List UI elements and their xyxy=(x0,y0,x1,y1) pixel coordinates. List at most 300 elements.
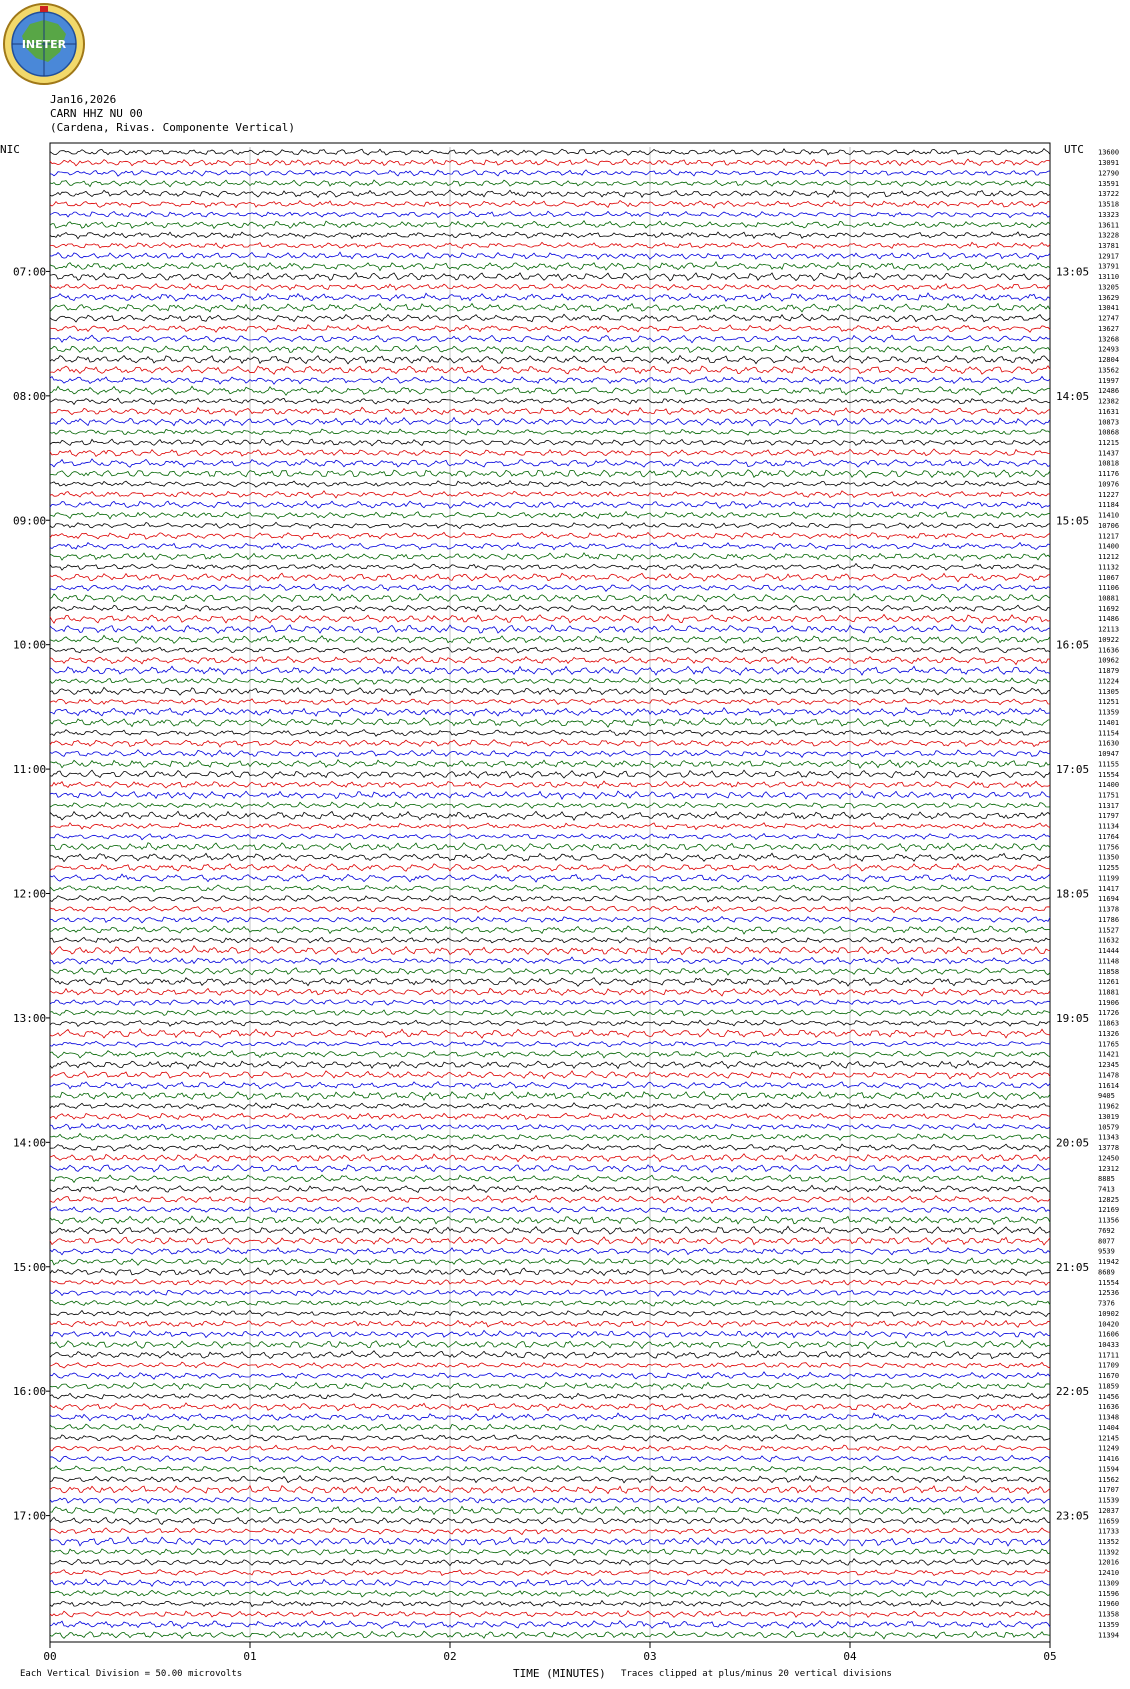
trace-rms-label: 12145 xyxy=(1098,1434,1120,1443)
trace-rms-label: 11155 xyxy=(1098,760,1120,769)
utc-hour-label: 23:05 xyxy=(1056,1509,1090,1523)
trace-rms-label: 11858 xyxy=(1098,967,1120,976)
trace-rms-label: 11394 xyxy=(1098,1631,1120,1640)
trace-rms-label: 10873 xyxy=(1098,418,1120,427)
seismic-trace xyxy=(50,811,1050,820)
seismic-trace xyxy=(50,356,1050,364)
nic-hour-label: 17:00 xyxy=(13,1509,47,1523)
logo-text: INETER xyxy=(21,38,67,51)
seismic-trace xyxy=(50,999,1050,1005)
seismic-trace xyxy=(50,532,1050,540)
trace-rms-label: 11348 xyxy=(1098,1413,1120,1422)
nic-hour-label: 07:00 xyxy=(13,265,47,279)
nic-hour-label: 09:00 xyxy=(13,514,47,528)
seismic-trace xyxy=(50,895,1050,902)
trace-rms-label: 13629 xyxy=(1098,293,1120,302)
trace-rms-label: 11692 xyxy=(1098,604,1120,613)
trace-rms-label: 10420 xyxy=(1098,1320,1120,1329)
trace-rms-label: 11594 xyxy=(1098,1465,1120,1474)
trace-rms-label: 13205 xyxy=(1098,283,1120,292)
trace-rms-label: 11305 xyxy=(1098,687,1120,696)
trace-rms-label: 11709 xyxy=(1098,1361,1120,1370)
x-tick-label: 02 xyxy=(443,1650,457,1663)
trace-rms-label: 11410 xyxy=(1098,511,1120,520)
seismic-trace xyxy=(50,1497,1050,1503)
trace-rms-label: 11359 xyxy=(1098,708,1120,717)
trace-rms-label: 13778 xyxy=(1098,1144,1120,1153)
trace-rms-label: 11148 xyxy=(1098,957,1120,966)
seismic-trace xyxy=(50,647,1050,653)
nic-hour-label: 08:00 xyxy=(13,389,47,403)
seismic-trace xyxy=(50,564,1050,571)
seismic-trace xyxy=(50,1164,1050,1172)
utc-hour-label: 13:05 xyxy=(1056,265,1090,279)
seismic-trace xyxy=(50,522,1050,528)
seismic-trace xyxy=(50,739,1050,747)
nic-hour-label: 16:00 xyxy=(13,1385,47,1399)
trace-rms-label: 12450 xyxy=(1098,1154,1120,1163)
trace-rms-label: 11636 xyxy=(1098,646,1120,655)
seismic-trace xyxy=(50,687,1050,695)
trace-rms-label: 11261 xyxy=(1098,978,1120,987)
trace-rms-label: 11350 xyxy=(1098,853,1120,862)
trace-rms-label: 11659 xyxy=(1098,1517,1120,1526)
seismic-trace xyxy=(50,335,1050,343)
seismic-trace xyxy=(50,200,1050,208)
scale-note: Each Vertical Division = 50.00 microvolts xyxy=(20,1669,243,1679)
seismic-trace xyxy=(50,1207,1050,1213)
seismic-trace xyxy=(50,957,1050,964)
seismic-trace xyxy=(50,718,1050,727)
trace-rms-label: 12382 xyxy=(1098,397,1120,406)
seismic-trace xyxy=(50,1124,1050,1131)
trace-rms-label: 12825 xyxy=(1098,1195,1120,1204)
seismic-trace xyxy=(50,968,1050,975)
trace-rms-label: 11352 xyxy=(1098,1538,1120,1547)
utc-axis-label: UTC xyxy=(1064,143,1084,156)
seismic-trace xyxy=(50,1248,1050,1255)
seismic-trace xyxy=(50,1061,1050,1069)
trace-rms-label: 11067 xyxy=(1098,573,1120,582)
x-tick-label: 04 xyxy=(843,1650,857,1663)
seismic-trace xyxy=(50,1340,1050,1348)
trace-rms-label: 11176 xyxy=(1098,470,1120,479)
trace-rms-label: 12312 xyxy=(1098,1164,1120,1173)
trace-rms-label: 11359 xyxy=(1098,1620,1120,1629)
trace-rms-label: 11670 xyxy=(1098,1372,1120,1381)
trace-rms-label: 11733 xyxy=(1098,1527,1120,1536)
trace-rms-label: 11881 xyxy=(1098,988,1120,997)
seismic-trace xyxy=(50,988,1050,996)
header-location: (Cardena, Rivas. Componente Vertical) xyxy=(50,121,296,134)
seismic-trace xyxy=(50,501,1050,509)
trace-rms-label: 13600 xyxy=(1098,148,1120,157)
trace-rms-label: 11960 xyxy=(1098,1600,1120,1609)
trace-rms-label: 11756 xyxy=(1098,843,1120,852)
seismic-trace xyxy=(50,635,1050,643)
trace-rms-label: 11879 xyxy=(1098,667,1120,676)
seismic-trace xyxy=(50,730,1050,737)
trace-rms-label: 11132 xyxy=(1098,563,1120,572)
trace-rms-label: 11184 xyxy=(1098,501,1120,510)
seismic-trace xyxy=(50,1144,1050,1151)
seismic-trace xyxy=(50,470,1050,478)
seismic-trace xyxy=(50,1362,1050,1368)
trace-rms-label: 13611 xyxy=(1098,221,1120,230)
seismic-trace xyxy=(50,190,1050,197)
trace-rms-label: 13791 xyxy=(1098,262,1120,271)
trace-rms-label: 9405 xyxy=(1098,1092,1115,1101)
trace-rms-label: 11630 xyxy=(1098,739,1120,748)
seismic-trace xyxy=(50,1175,1050,1182)
trace-rms-label: 11554 xyxy=(1098,770,1120,779)
seismic-trace xyxy=(50,1621,1050,1629)
trace-rms-label: 11215 xyxy=(1098,438,1120,447)
seismic-trace xyxy=(50,1445,1050,1451)
trace-rms-label: 11378 xyxy=(1098,905,1120,914)
seismic-trace xyxy=(50,708,1050,717)
seismic-trace xyxy=(50,874,1050,882)
seismic-trace xyxy=(50,750,1050,758)
clip-note: Traces clipped at plus/minus 20 vertical divisions xyxy=(621,1669,892,1679)
trace-rms-label: 13268 xyxy=(1098,335,1120,344)
trace-rms-label: 13518 xyxy=(1098,200,1120,209)
trace-rms-label: 11404 xyxy=(1098,1423,1120,1432)
trace-rms-label: 11417 xyxy=(1098,884,1120,893)
seismic-trace xyxy=(50,625,1050,634)
trace-group xyxy=(50,149,1050,1639)
seismic-trace xyxy=(50,1382,1050,1390)
seismic-trace xyxy=(50,170,1050,176)
trace-rms-label: 12016 xyxy=(1098,1558,1120,1567)
seismic-trace xyxy=(50,1611,1050,1618)
trace-rms-label: 11356 xyxy=(1098,1216,1120,1225)
seismic-trace xyxy=(50,449,1050,456)
seismic-trace xyxy=(50,1330,1050,1338)
nic-axis-label: NIC xyxy=(0,143,20,156)
seismic-trace xyxy=(50,1310,1050,1316)
trace-rms-label: 8689 xyxy=(1098,1268,1115,1277)
trace-rms-label: 10706 xyxy=(1098,521,1120,530)
label-group xyxy=(0,143,1119,1663)
seismic-trace xyxy=(50,262,1050,271)
trace-rms-label: 12493 xyxy=(1098,345,1120,354)
trace-rms-label: 11997 xyxy=(1098,376,1120,385)
seismic-trace xyxy=(50,1528,1050,1535)
trace-rms-label: 12037 xyxy=(1098,1506,1120,1515)
trace-rms-label: 11486 xyxy=(1098,615,1120,624)
seismic-trace xyxy=(50,1029,1050,1038)
seismic-trace xyxy=(50,781,1050,788)
trace-rms-label: 12917 xyxy=(1098,252,1120,261)
seismic-trace xyxy=(50,791,1050,799)
seismic-trace xyxy=(50,1268,1050,1276)
seismic-trace xyxy=(50,1476,1050,1483)
seismic-trace xyxy=(50,1051,1050,1058)
trace-rms-label: 11212 xyxy=(1098,553,1120,562)
seismic-trace xyxy=(50,304,1050,312)
utc-hour-label: 19:05 xyxy=(1056,1011,1090,1025)
trace-rms-label: 11106 xyxy=(1098,584,1120,593)
x-tick-label: 01 xyxy=(243,1650,257,1663)
x-tick-label: 05 xyxy=(1043,1650,1057,1663)
trace-rms-label: 10947 xyxy=(1098,750,1120,759)
utc-hour-label: 14:05 xyxy=(1056,389,1090,403)
trace-rms-label: 11942 xyxy=(1098,1258,1120,1267)
seismic-trace xyxy=(50,1351,1050,1359)
seismic-trace xyxy=(50,584,1050,591)
seismic-trace xyxy=(50,429,1050,435)
seismic-trace xyxy=(50,977,1050,986)
trace-rms-label: 12345 xyxy=(1098,1061,1120,1070)
seismic-trace xyxy=(50,553,1050,561)
trace-rms-label: 12804 xyxy=(1098,356,1120,365)
trace-rms-label: 11764 xyxy=(1098,832,1120,841)
trace-rms-label: 13041 xyxy=(1098,304,1120,313)
seismic-trace xyxy=(50,386,1050,395)
trace-rms-label: 11444 xyxy=(1098,947,1120,956)
seismic-trace xyxy=(50,1134,1050,1141)
seismic-trace xyxy=(50,481,1050,488)
trace-rms-label: 8077 xyxy=(1098,1237,1115,1246)
seismic-trace xyxy=(50,1569,1050,1575)
nic-hour-label: 11:00 xyxy=(13,763,47,777)
trace-rms-label: 11636 xyxy=(1098,1403,1120,1412)
trace-rms-label: 13019 xyxy=(1098,1112,1120,1121)
trace-rms-label: 11416 xyxy=(1098,1455,1120,1464)
seismic-trace xyxy=(50,1258,1050,1265)
trace-rms-label: 11962 xyxy=(1098,1102,1120,1111)
trace-rms-label: 11527 xyxy=(1098,926,1120,935)
seismic-trace xyxy=(50,843,1050,851)
trace-rms-label: 11326 xyxy=(1098,1029,1120,1038)
seismic-trace xyxy=(50,1590,1050,1597)
trace-rms-label: 13591 xyxy=(1098,179,1120,188)
seismic-trace xyxy=(50,149,1050,156)
trace-rms-label: 10881 xyxy=(1098,594,1120,603)
seismic-trace xyxy=(50,937,1050,943)
seismic-trace xyxy=(50,802,1050,808)
trace-rms-label: 10922 xyxy=(1098,635,1120,644)
trace-rms-label: 11631 xyxy=(1098,407,1120,416)
trace-rms-label: 11707 xyxy=(1098,1486,1120,1495)
seismic-trace xyxy=(50,407,1050,415)
seismic-trace xyxy=(50,1549,1050,1556)
trace-rms-label: 13781 xyxy=(1098,241,1120,250)
trace-rms-label: 11317 xyxy=(1098,801,1120,810)
trace-rms-label: 11224 xyxy=(1098,677,1120,686)
seismic-trace xyxy=(50,512,1050,519)
seismic-trace xyxy=(50,221,1050,229)
seismic-trace xyxy=(50,823,1050,830)
trace-rms-label: 12536 xyxy=(1098,1289,1120,1298)
seismic-trace xyxy=(50,284,1050,291)
trace-rms-label: 11614 xyxy=(1098,1081,1120,1090)
x-tick-label: 00 xyxy=(43,1650,57,1663)
header-station: CARN HHZ NU 00 xyxy=(50,107,143,120)
seismic-trace xyxy=(50,1071,1050,1079)
nic-hour-label: 15:00 xyxy=(13,1260,47,1274)
seismic-trace xyxy=(50,834,1050,840)
utc-hour-label: 21:05 xyxy=(1056,1260,1090,1274)
trace-rms-label: 7692 xyxy=(1098,1226,1115,1235)
trace-rms-label: 11358 xyxy=(1098,1610,1120,1619)
seismic-trace xyxy=(50,885,1050,892)
seismic-trace xyxy=(50,398,1050,405)
trace-rms-label: 11227 xyxy=(1098,490,1120,499)
seismic-trace xyxy=(50,657,1050,665)
trace-rms-label: 11539 xyxy=(1098,1496,1120,1505)
trace-rms-label: 11400 xyxy=(1098,542,1120,551)
trace-rms-label: 11199 xyxy=(1098,874,1120,883)
seismic-trace xyxy=(50,1506,1050,1514)
seismic-trace xyxy=(50,1486,1050,1494)
nic-hour-label: 10:00 xyxy=(13,638,47,652)
seismic-trace xyxy=(50,1103,1050,1110)
nic-hour-label: 14:00 xyxy=(13,1136,47,1150)
seismic-trace xyxy=(50,760,1050,768)
utc-hour-label: 15:05 xyxy=(1056,514,1090,528)
trace-rms-label: 11255 xyxy=(1098,864,1120,873)
trace-rms-label: 12113 xyxy=(1098,625,1120,634)
seismic-trace xyxy=(50,605,1050,612)
seismic-trace xyxy=(50,272,1050,280)
seismic-trace xyxy=(50,678,1050,685)
seismic-trace xyxy=(50,1290,1050,1297)
trace-rms-label: 10976 xyxy=(1098,480,1120,489)
seismic-trace xyxy=(50,946,1050,955)
trace-rms-label: 13228 xyxy=(1098,231,1120,240)
trace-rms-label: 11751 xyxy=(1098,791,1120,800)
seismic-trace xyxy=(50,491,1050,498)
utc-hour-label: 18:05 xyxy=(1056,887,1090,901)
trace-rms-label: 11797 xyxy=(1098,812,1120,821)
utc-hour-label: 22:05 xyxy=(1056,1385,1090,1399)
seismic-trace xyxy=(50,1466,1050,1473)
seismic-trace xyxy=(50,252,1050,259)
trace-rms-label: 12410 xyxy=(1098,1569,1120,1578)
seismic-trace xyxy=(50,439,1050,446)
trace-rms-label: 11786 xyxy=(1098,915,1120,924)
trace-rms-label: 12169 xyxy=(1098,1206,1120,1215)
utc-hour-label: 20:05 xyxy=(1056,1136,1090,1150)
seismic-trace xyxy=(50,543,1050,550)
trace-rms-label: 11863 xyxy=(1098,1019,1120,1028)
trace-rms-label: 8885 xyxy=(1098,1175,1115,1184)
trace-rms-label: 11392 xyxy=(1098,1548,1120,1557)
utc-hour-label: 16:05 xyxy=(1056,638,1090,652)
trace-rms-label: 11606 xyxy=(1098,1330,1120,1339)
seismic-trace xyxy=(50,699,1050,705)
seismic-trace xyxy=(50,242,1050,248)
seismic-trace xyxy=(50,376,1050,384)
trace-rms-label: 11401 xyxy=(1098,718,1120,727)
seismic-trace xyxy=(50,1082,1050,1089)
seismic-trace xyxy=(50,459,1050,467)
trace-rms-label: 13722 xyxy=(1098,190,1120,199)
trace-rms-label: 9539 xyxy=(1098,1247,1115,1256)
seismic-trace xyxy=(50,770,1050,778)
seismic-trace xyxy=(50,1279,1050,1285)
seismic-trace xyxy=(50,418,1050,426)
trace-rms-label: 11596 xyxy=(1098,1589,1120,1598)
seismic-trace xyxy=(50,594,1050,603)
trace-rms-label: 11554 xyxy=(1098,1278,1120,1287)
trace-rms-label: 11726 xyxy=(1098,1009,1120,1018)
seismic-trace xyxy=(50,666,1050,675)
trace-rms-label: 11249 xyxy=(1098,1444,1120,1453)
trace-rms-label: 11217 xyxy=(1098,532,1120,541)
seismic-trace xyxy=(50,345,1050,353)
plot-border xyxy=(50,143,1050,1642)
seismic-trace xyxy=(50,1600,1050,1607)
trace-rms-label: 11906 xyxy=(1098,998,1120,1007)
trace-rms-label: 7376 xyxy=(1098,1299,1115,1308)
seismic-trace xyxy=(50,1009,1050,1016)
seismic-trace xyxy=(50,1579,1050,1586)
header-date: Jan16,2026 xyxy=(50,93,117,106)
trace-rms-label: 11437 xyxy=(1098,449,1120,458)
seismic-trace xyxy=(50,926,1050,934)
seismic-trace xyxy=(50,232,1050,239)
seismic-trace xyxy=(50,1226,1050,1234)
trace-rms-label: 13323 xyxy=(1098,210,1120,219)
trace-rms-label: 11421 xyxy=(1098,1050,1120,1059)
trace-rms-label: 10868 xyxy=(1098,428,1120,437)
x-axis-title: TIME (MINUTES) xyxy=(513,1667,606,1680)
trace-rms-label: 11478 xyxy=(1098,1071,1120,1080)
seismic-trace xyxy=(50,1455,1050,1462)
trace-rms-label: 11632 xyxy=(1098,936,1120,945)
trace-rms-label: 11765 xyxy=(1098,1040,1120,1049)
seismic-trace xyxy=(50,1393,1050,1399)
trace-rms-label: 13562 xyxy=(1098,366,1120,375)
nic-hour-label: 12:00 xyxy=(13,887,47,901)
trace-rms-label: 11400 xyxy=(1098,781,1120,790)
seismic-trace xyxy=(50,1372,1050,1379)
trace-rms-label: 10818 xyxy=(1098,459,1120,468)
seismic-trace xyxy=(50,1113,1050,1120)
seismic-trace xyxy=(50,1320,1050,1327)
seismic-trace xyxy=(50,1300,1050,1306)
seismic-trace xyxy=(50,1237,1050,1245)
trace-rms-label: 11859 xyxy=(1098,1382,1120,1391)
trace-rms-label: 11694 xyxy=(1098,895,1120,904)
seismic-trace xyxy=(50,1041,1050,1048)
x-tick-label: 03 xyxy=(643,1650,657,1663)
utc-hour-label: 17:05 xyxy=(1056,763,1090,777)
seismic-trace xyxy=(50,864,1050,872)
seismic-trace xyxy=(50,1216,1050,1224)
seismic-trace xyxy=(50,293,1050,301)
seismic-trace xyxy=(50,159,1050,166)
seismic-trace xyxy=(50,1092,1050,1101)
seismic-trace xyxy=(50,180,1050,187)
seismic-trace xyxy=(50,1537,1050,1546)
trace-rms-label: 13110 xyxy=(1098,273,1120,282)
seismic-trace xyxy=(50,325,1050,333)
trace-rms-label: 7413 xyxy=(1098,1185,1115,1194)
nic-hour-label: 13:00 xyxy=(13,1011,47,1025)
seismic-trace xyxy=(50,1403,1050,1411)
seismic-trace xyxy=(50,573,1050,582)
seismic-trace xyxy=(50,1154,1050,1162)
trace-rms-label: 13627 xyxy=(1098,324,1120,333)
trace-rms-label: 10962 xyxy=(1098,656,1120,665)
trace-rms-label: 13091 xyxy=(1098,159,1120,168)
trace-rms-label: 10433 xyxy=(1098,1341,1120,1350)
trace-rms-label: 10902 xyxy=(1098,1309,1120,1318)
